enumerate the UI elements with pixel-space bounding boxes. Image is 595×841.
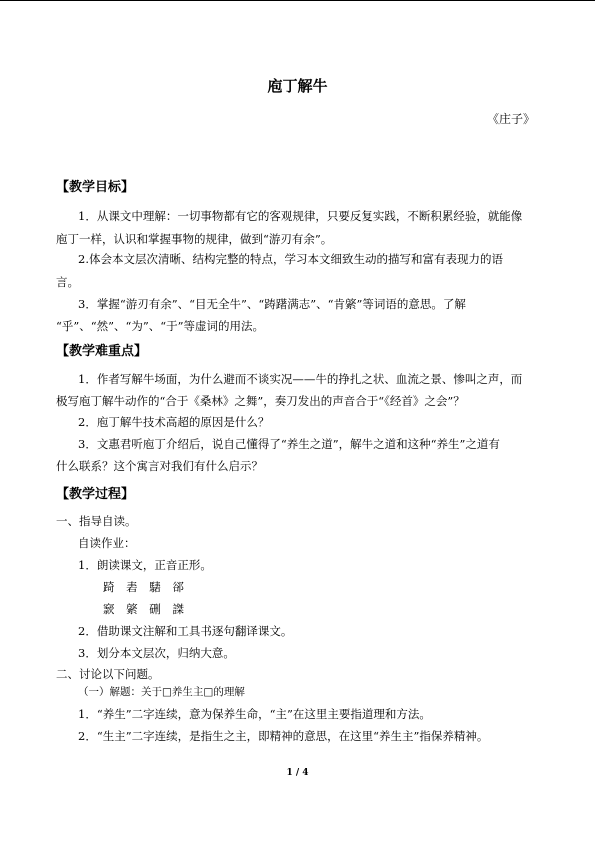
pronunciation-row: 窾 綮 硎 謋 — [103, 602, 188, 616]
process-line: 1．“养生”二字连续，意为保养生命，“主”在这里主要指道理和方法。 — [78, 707, 431, 721]
process-line: 自读作业： — [78, 536, 136, 550]
goals-line: 庖丁一样，认识和掌握事物的规律，做到“游刃有余”。 — [56, 232, 333, 246]
process-line: 2．“生主”二字连续，是指生之主，即精神的意思，在这里“养生主”指保养精神。 — [78, 729, 489, 743]
process-line: 一、指导自读。 — [56, 514, 137, 528]
pronunciation-row: 踦 砉 騞 郤 — [103, 580, 188, 594]
document-author: 《庄子》 — [486, 112, 535, 126]
process-line: 3．划分本文层次，归纳大意。 — [78, 646, 235, 660]
goals-line: 言。 — [56, 275, 79, 289]
goals-line: “乎”、“然”、“为”、“于”等虚词的用法。 — [56, 319, 265, 333]
difficulties-line: 1．作者写解牛场面，为什么避而不谈实况——牛的挣扎之状、血流之景、惨叫之声，而 — [78, 372, 523, 386]
difficulties-line: 3．文惠君听庖丁介绍后，说自己懂得了“养生之道”，解牛之道和这种“养生”之道有 — [78, 437, 500, 451]
process-line: 1．朗读课文，正音正形。 — [78, 558, 212, 572]
process-line: 二、讨论以下问题。 — [56, 667, 160, 681]
goals-line: 3．掌握“游刃有余”、“目无全牛”、“踌躇满志”、“肯綮”等词语的意思。了解 — [78, 297, 466, 311]
difficulties-line: 2．庖丁解牛技术高超的原因是什么？ — [78, 415, 270, 429]
process-subheading: （一）解题：关于□养生主□的理解 — [78, 686, 245, 698]
page-number: 1 / 4 — [286, 768, 309, 778]
difficulties-line: 什么联系？这个寓言对我们有什么启示？ — [56, 459, 263, 473]
process-line: 2．借助课文注解和工具书逐句翻译课文。 — [78, 624, 293, 638]
difficulties-line: 极写庖丁解牛动作的“合于《桑林》之舞”，奏刀发出的声音合于“《经首》之会”？ — [56, 394, 465, 408]
goals-line: 2.体会本文层次清晰、结构完整的特点，学习本文细致生动的描写和富有表现力的语 — [78, 252, 503, 266]
document-title: 庖丁解牛 — [267, 77, 328, 95]
section-heading-goals: 【教学目标】 — [56, 180, 135, 195]
goals-line: 1．从课文中理解：一切事物都有它的客观规律，只要反复实践，不断积累经验，就能像 — [78, 209, 523, 223]
section-heading-process: 【教学过程】 — [56, 487, 135, 502]
header-rule — [0, 0, 595, 1]
section-heading-difficulties: 【教学难重点】 — [56, 344, 148, 359]
